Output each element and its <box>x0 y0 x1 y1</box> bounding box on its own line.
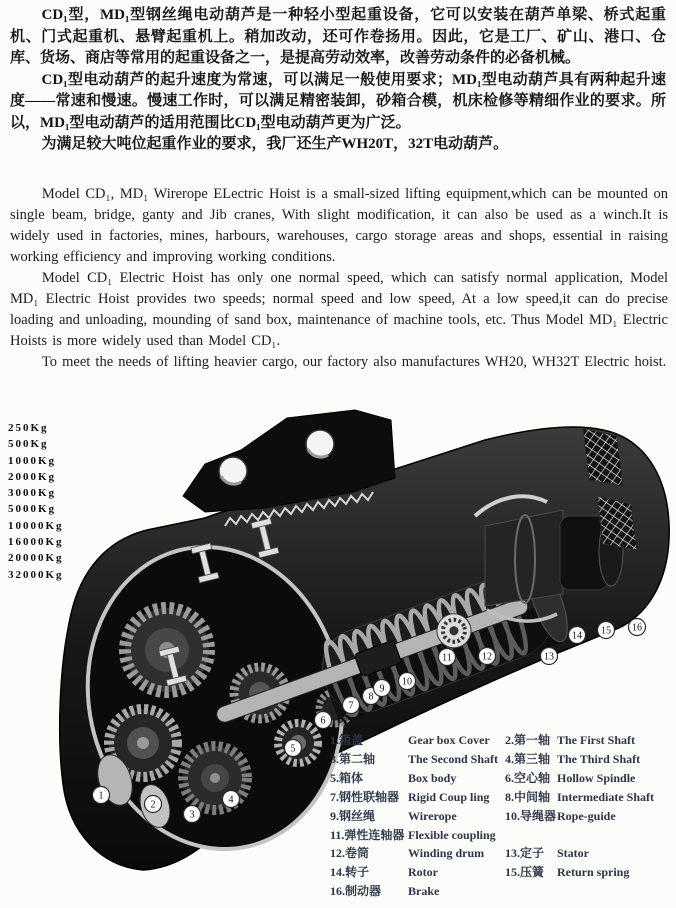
en-paragraph-2: Model CD₁ Electric Hoist has only one normal speed, which can satisfy normal application, Model MD₁ Electric Hoist provides two speeds; normal speed and low speed, At a low speed,it can do precise loading and unloading, mounding of sand box, maintenance of machine tools, etc. Thus Model MD₁ Electric Hoists is more widely used than Model CD₁. <box>10 270 668 349</box>
svg-text:6: 6 <box>320 715 326 727</box>
svg-text:8: 8 <box>368 691 374 703</box>
svg-text:4: 4 <box>228 794 234 806</box>
capacity-item: 10000Kg <box>8 519 64 532</box>
en-paragraph-3: To meet the needs of lifting heavier cargo, our factory also manufactures WH20, WH32T Electric hoist. <box>41 354 667 370</box>
svg-text:2: 2 <box>150 799 156 811</box>
legend-row: 7.钢性联轴器 Rigid Coup ling 8.中间轴 Intermediate Shaft <box>330 789 654 804</box>
capacity-item: 500Kg <box>8 438 49 451</box>
capacity-item: 20000Kg <box>8 552 64 565</box>
svg-text:16: 16 <box>632 622 642 634</box>
svg-text:5: 5 <box>290 743 296 755</box>
legend-row: 1.箱盖 Gear box Cover 2.第一轴 The First Shaft <box>330 733 635 747</box>
parts-legend <box>330 731 674 901</box>
en-paragraph-1: Model CD₁, MD₁ Wirerope ELectric Hoist is a small-sized lifting equipment,which can be mounted on single beam, bridge, ganty and Jib cranes, With slight modification, it can also be used as a winch.It is widely used in factories, mines, harbours, warehouses, cargo storage areas and shops, essential in raising working efficiency and improving working conditions. <box>10 186 668 265</box>
svg-text:10: 10 <box>402 676 412 688</box>
cn-paragraph-1: CD₁型，MD₁型钢丝绳电动葫芦是一种轻小型起重设备，它可以安装在葫芦单梁、桥式起重机、门式起重机、悬臂起重机上。稍加改动，还可作卷扬用。因此，它是工厂、矿山、港口、仓库、货场、商店等常用的起重设备之一，是提高劳动效率，改善劳动条件的必备机械。 <box>10 7 666 66</box>
svg-text:3: 3 <box>189 809 195 821</box>
svg-text:7: 7 <box>348 700 354 712</box>
legend-row: 5.箱体 Box body 6.空心轴 Hollow Spindle <box>330 770 636 785</box>
capacity-item: 5000Kg <box>8 503 57 516</box>
capacity-item: 1000Kg <box>8 454 57 467</box>
cn-paragraph-3: 为满足较大吨位起重作业的要求，我厂还生产WH20T，32T电动葫芦。 <box>41 136 509 152</box>
chinese-intro <box>10 5 666 156</box>
capacity-item: 16000Kg <box>8 536 64 549</box>
cn-paragraph-2: CD₁型电动葫芦的起升速度为常速，可以满足一般使用要求；MD₁型电动葫芦具有两种起升速度——常速和慢速。慢速工作时，可以满足精密装卸，砂箱合模，机床检修等精细作业的要求。所以，MD₁型电动葫芦的适用范围比CD₁型电动葫芦更为广泛。 <box>10 71 666 131</box>
svg-text:12: 12 <box>482 651 492 663</box>
legend-row: 16.制动器 Brake <box>330 884 440 899</box>
legend-row: 9.钢丝绳 Wirerope 10.导绳器 Rope-guide <box>330 808 616 823</box>
legend-row: 12.卷筒 Winding drum 13.定子 Stator <box>330 846 589 861</box>
legend-row: 3.第二轴 The Second Shaft 4.第三轴 The Third Shaft <box>330 751 641 766</box>
svg-text:11: 11 <box>442 652 452 664</box>
english-intro <box>10 184 668 373</box>
svg-text:9: 9 <box>379 683 385 695</box>
capacity-item: 2000Kg <box>8 470 57 483</box>
legend-row: 11.弹性连轴器 Flexible coupling <box>330 827 496 842</box>
svg-text:13: 13 <box>544 651 554 663</box>
capacity-item: 32000Kg <box>8 568 64 581</box>
capacity-item: 3000Kg <box>8 487 57 500</box>
legend-row: 14.转子 Rotor 15.压簧 Return spring <box>330 865 630 880</box>
svg-text:15: 15 <box>601 625 611 637</box>
svg-text:1: 1 <box>98 790 104 802</box>
capacity-item: 250Kg <box>8 422 49 434</box>
svg-text:14: 14 <box>572 630 582 642</box>
